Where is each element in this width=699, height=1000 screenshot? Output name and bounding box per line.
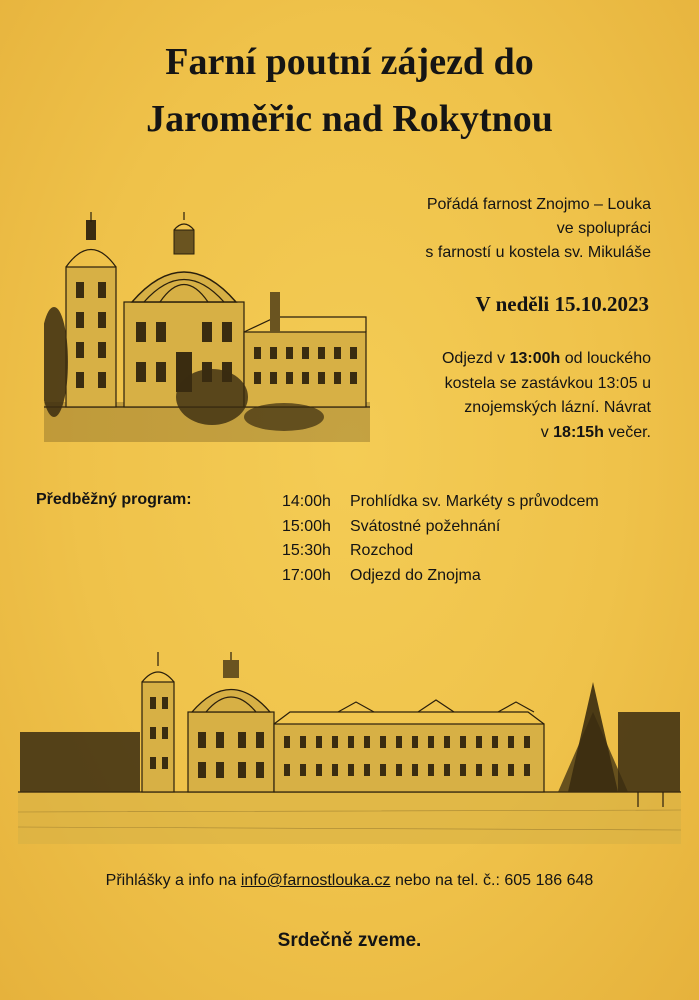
organizer-line-2: ve spolupráci — [556, 220, 651, 237]
chateau-illustration-top — [44, 212, 370, 442]
departure-line-1: Odjezd v 13:00h od louckého — [441, 350, 651, 367]
program-item: 15:30h Rozchod — [282, 542, 414, 559]
chateau-illustration-bottom — [18, 652, 681, 844]
return-time: 18:15h — [553, 423, 604, 441]
program-item: 14:00h Prohlídka sv. Markéty s průvodcem — [282, 493, 599, 510]
departure-time: 13:00h — [509, 350, 561, 367]
contact-line: Přihlášky a info na info@farnostlouka.cz nebo na tel. č.: 605 186 648 — [105, 872, 594, 889]
title-line-2: Jaroměřic nad Rokytnou — [146, 98, 553, 140]
title-line-1: Farní poutní zájezd do — [165, 41, 534, 83]
program-item: 15:00h Svátostné požehnání — [282, 517, 501, 535]
closing-text: Srdečně zveme. — [277, 930, 422, 951]
event-date: V neděli 15.10.2023 — [475, 292, 649, 316]
email-link[interactable]: info@farnostlouka.cz — [240, 872, 391, 889]
program-list — [282, 490, 599, 588]
program-item: 17:00h Odjezd do Znojma — [282, 566, 481, 584]
departure-block — [351, 347, 651, 445]
program-label: Předběžný program: — [36, 491, 192, 508]
departure-line-2: kostela se zastávkou 13:05 u — [444, 374, 651, 392]
departure-line-4: v 18:15h večer. — [540, 423, 651, 441]
organizer-block — [331, 193, 651, 265]
departure-line-3: znojemských lázní. Návrat — [464, 399, 651, 416]
organizer-line-3: s farností u kostela sv. Mikuláše — [425, 244, 651, 261]
organizer-line-1: Pořádá farnost Znojmo – Louka — [426, 196, 651, 213]
